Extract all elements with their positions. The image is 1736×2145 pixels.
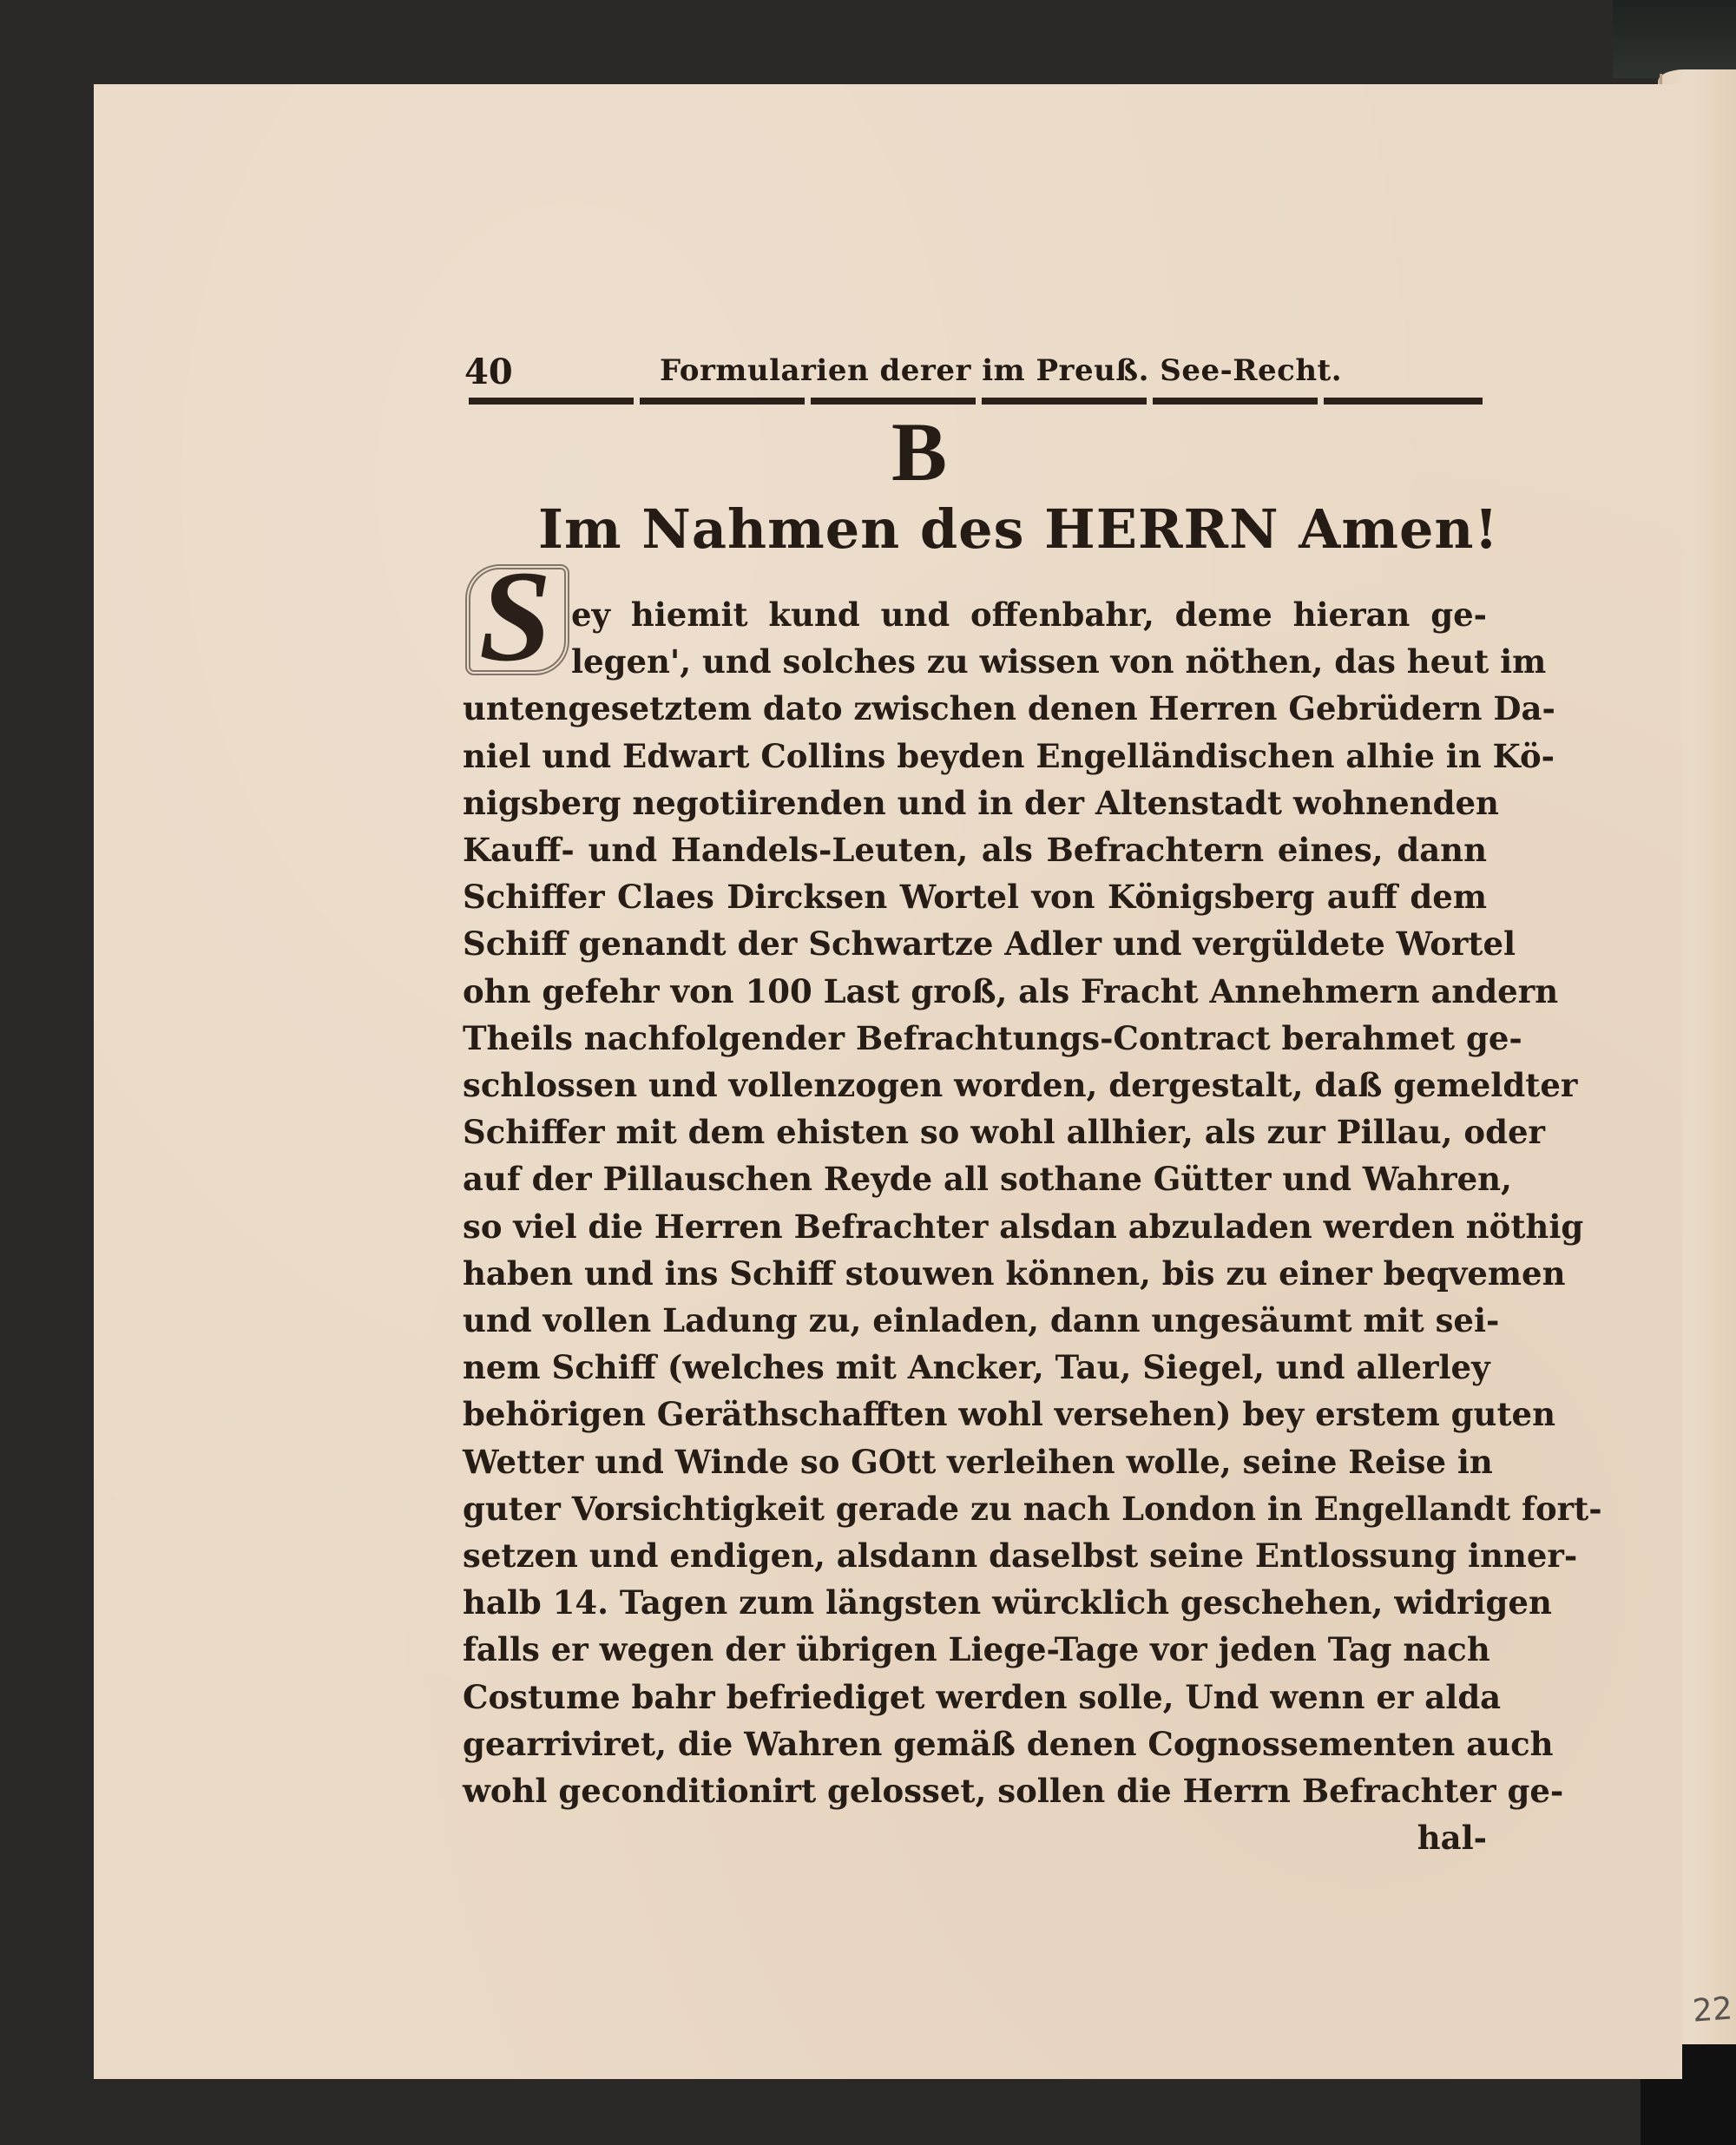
catchword: hal- <box>1417 1819 1487 1858</box>
text-line: ohn gefehr von 100 Last groß, als Fracht Annehmern andern <box>463 971 1559 1010</box>
text-line: niel und Edwart Collins beyden Engelländischen alhie in Kö- <box>463 736 1555 775</box>
text-line: Theils nachfolgender Befrachtungs-Contract berahmet ge- <box>463 1018 1522 1057</box>
text-line: falls er wegen der übrigen Liege-Tage vor jeden Tag nach <box>463 1630 1490 1669</box>
text-line: behörigen Geräthschafften wohl versehen) bey erstem guten <box>463 1395 1555 1434</box>
page-number: 40 <box>464 352 513 392</box>
text-line: nem Schiff (welches mit Ancker, Tau, Siegel, und allerley <box>463 1348 1490 1387</box>
text-line: so viel die Herren Befrachter alsdan abzuladen werden nöthig <box>463 1207 1584 1246</box>
text-line: schlossen und vollenzogen worden, dergestalt, daß gemeldter <box>463 1066 1578 1104</box>
text-line: Costume bahr befriediget werden solle, Und wenn er alda <box>463 1677 1502 1716</box>
running-head-title: Formularien derer im Preuß. See-Recht. <box>660 353 1343 388</box>
drop-cap: S <box>478 544 552 688</box>
running-head <box>464 352 1489 404</box>
book-binding-top <box>1613 0 1736 78</box>
text-line: untengesetztem dato zwischen denen Herren Gebrüdern Da- <box>463 689 1555 728</box>
text-line: setzen und endigen, alsdann daselbst seine Entlossung inner- <box>463 1536 1578 1575</box>
text-line: nigsberg negotiirenden und in der Altenstadt wohnenden <box>463 783 1499 822</box>
text-line: halb 14. Tagen zum längsten würcklich geschehen, widrigen <box>463 1583 1552 1622</box>
text-line: auf der Pillauschen Reyde all sothane Gütter und Wahren, <box>463 1160 1512 1199</box>
text-line: wohl geconditionirt gelosset, sollen die Herrn Befrachter ge- <box>463 1772 1564 1810</box>
text-line: Wetter und Winde so GOtt verleihen wolle, seine Reise in <box>463 1442 1493 1481</box>
text-line: Schiffer Claes Dircksen Wortel von Königsberg auff dem <box>463 878 1487 917</box>
text-line: haben und ins Schiff stouwen können, bis zu einer beqvemen <box>463 1253 1566 1293</box>
text-line: guter Vorsichtigkeit gerade zu nach London in Engellandt fort- <box>463 1489 1602 1528</box>
text-line: legen', und solches zu wissen von nöthen, das heut im <box>571 642 1547 681</box>
scan-background-top <box>0 0 1736 84</box>
text-line: ey hiemit kund und offenbahr, deme hieran ge- <box>571 595 1487 634</box>
text-line: und vollen Ladung zu, einladen, dann ungesäumt mit sei- <box>463 1301 1500 1339</box>
text-line: gearriviret, die Wahren gemäß denen Cognossementen auch <box>463 1724 1554 1763</box>
text-line: Schiffer mit dem ehisten so wohl allhier, als zur Pillau, oder <box>463 1113 1545 1152</box>
text-line: Schiff genandt der Schwartze Adler und vergüldete Wortel <box>463 924 1516 964</box>
invocation-heading: Im Nahmen des HERRN Amen! <box>538 497 1499 561</box>
text-line: Kauff- und Handels-Leuten, als Befrachtern eines, dann <box>463 831 1487 869</box>
pencil-folio-mark: 22 <box>1691 1990 1734 2030</box>
section-letter: B <box>891 405 948 498</box>
